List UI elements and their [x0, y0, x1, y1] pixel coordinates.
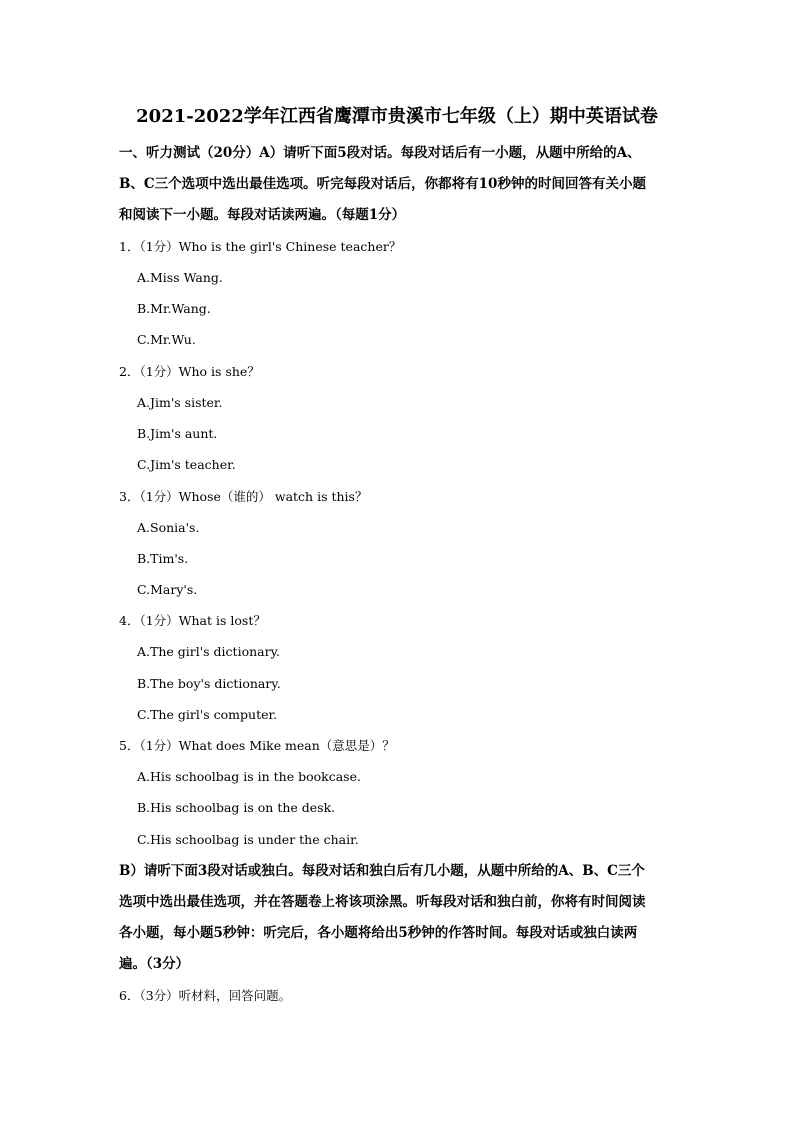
question-3-option-c: C.Mary's.	[137, 582, 198, 597]
question-4-option-c: C.The girl's computer.	[137, 707, 278, 722]
question-4: 4．（1分）What is lost？	[119, 613, 266, 628]
question-5-option-c: C.His schoolbag is under the chair.	[137, 832, 359, 847]
question-2-option-b: B.Jim's aunt.	[137, 426, 218, 441]
instruction-line: 各小题，每小题5秒钟：听完后，各小题将给出5秒钟的作答时间。每段对话或独白读两	[119, 925, 638, 941]
exam-title: 2021-2022学年江西省鹰潭市贵溪市七年级（上）期中英语试卷	[136, 106, 658, 127]
question-2-option-c: C.Jim's teacher.	[137, 457, 236, 472]
question-2: 2．（1分）Who is she？	[119, 364, 260, 379]
question-1-option-c: C.Mr.Wu.	[137, 332, 196, 347]
instruction-line: 一、听力测试（20分）A）请听下面5段对话。每段对话后有一小题，从题中所给的A、	[119, 145, 641, 161]
question-1-option-b: B.Mr.Wang.	[137, 301, 211, 316]
question-1: 1．（1分）Who is the girl's Chinese teacher？	[119, 239, 402, 254]
question-5: 5．（1分）What does Mike mean（意思是）？	[119, 738, 395, 753]
question-5-option-b: B.His schoolbag is on the desk.	[137, 800, 336, 815]
question-5-option-a: A.His schoolbag is in the bookcase.	[137, 769, 361, 784]
question-3: 3．（1分）Whose（谁的） watch is this？	[119, 489, 368, 504]
question-4-option-b: B.The boy's dictionary.	[137, 676, 281, 691]
instruction-line: 遍。（3分）	[119, 956, 190, 972]
instruction-line: B、C三个选项中选出最佳选项。听完每段对话后，你都将有10秒钟的时间回答有关小题	[119, 176, 646, 192]
instruction-line: 选项中选出最佳选项，并在答题卷上将该项涂黑。听每段对话和独白前，你将有时间阅读	[119, 894, 646, 910]
instruction-line: 和阅读下一小题。每段对话读两遍。（每题1分）	[119, 207, 406, 223]
instruction-line: B）请听下面3段对话或独白。每段对话和独白后有几小题，从题中所给的A、B、C三个	[119, 863, 645, 879]
question-3-option-a: A.Sonia's.	[137, 520, 200, 535]
question-1-option-a: A.Miss Wang.	[137, 270, 223, 285]
listening-section-b-instructions	[119, 856, 675, 980]
listening-section-a-instructions	[119, 138, 675, 231]
question-3-option-b: B.Tim's.	[137, 551, 189, 566]
question-4-option-a: A.The girl's dictionary.	[137, 644, 280, 659]
question-6: 6．（3分）听材料，回答问题。	[119, 988, 292, 1003]
question-2-option-a: A.Jim's sister.	[137, 395, 223, 410]
